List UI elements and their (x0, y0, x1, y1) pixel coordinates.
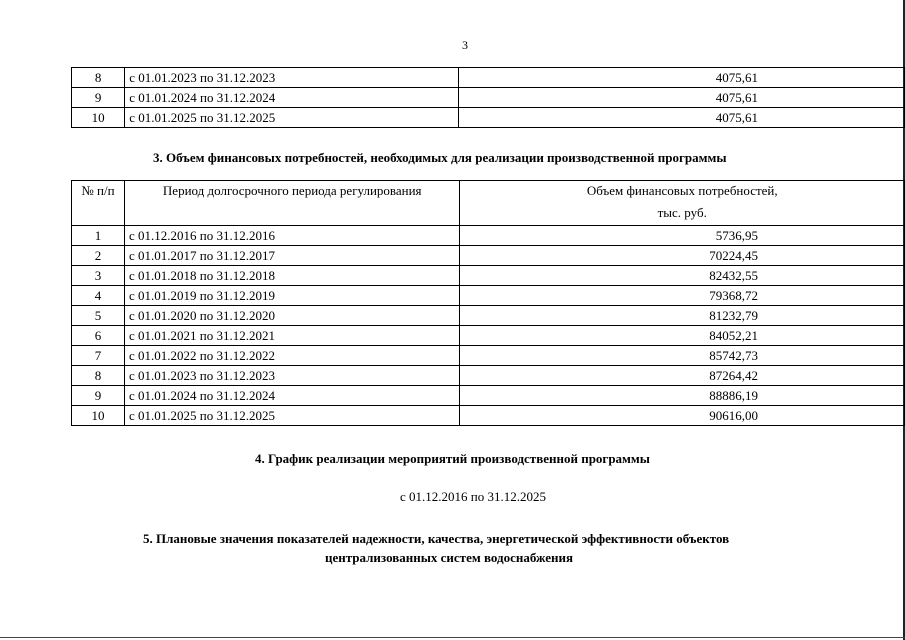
row-value: 90616,00 (460, 406, 905, 426)
table-row (72, 108, 905, 128)
row-number: 10 (72, 406, 125, 426)
row-period: с 01.01.2023 по 31.12.2023 (125, 68, 459, 88)
header-period: Период долгосрочного периода регулирования (124, 181, 459, 226)
section-5-title-line2: централизованных систем водоснабжения (325, 550, 574, 565)
table-row (72, 386, 905, 406)
continued-table (71, 67, 905, 128)
row-period: с 01.01.2022 по 31.12.2022 (124, 346, 459, 366)
row-number: 7 (72, 346, 125, 366)
row-period: с 01.01.2021 по 31.12.2021 (124, 326, 459, 346)
row-number: 1 (72, 226, 125, 246)
row-value: 79368,72 (460, 286, 905, 306)
row-period: с 01.01.2023 по 31.12.2023 (124, 366, 459, 386)
row-number: 9 (72, 88, 125, 108)
row-number: 8 (72, 68, 125, 88)
row-period: с 01.01.2017 по 31.12.2017 (124, 246, 459, 266)
row-number: 10 (72, 108, 125, 128)
row-value: 4075,61 (459, 68, 905, 88)
header-value-line2: тыс. руб. (657, 205, 707, 220)
row-period: с 01.12.2016 по 31.12.2016 (124, 226, 459, 246)
row-number: 5 (72, 306, 125, 326)
row-period: с 01.01.2025 по 31.12.2025 (124, 406, 459, 426)
section-4-title: 4. График реализации мероприятий производственной программы (255, 451, 650, 466)
row-number: 3 (72, 266, 125, 286)
section-3-title: 3. Объем финансовых потребностей, необходимых для реализации производственной программы (153, 150, 727, 165)
header-value (460, 181, 905, 226)
table-row (72, 226, 905, 246)
row-value: 87264,42 (460, 366, 905, 386)
row-number: 8 (72, 366, 125, 386)
table-row (72, 346, 905, 366)
table-row (72, 68, 905, 88)
header-value-line1: Объем финансовых потребностей, (586, 183, 778, 198)
row-number: 4 (72, 286, 125, 306)
page-number: 3 (462, 38, 468, 52)
section-4-period: с 01.12.2016 по 31.12.2025 (400, 489, 546, 504)
row-period: с 01.01.2024 по 31.12.2024 (125, 88, 459, 108)
table-row (72, 306, 905, 326)
row-period: с 01.01.2018 по 31.12.2018 (124, 266, 459, 286)
table-row (72, 406, 905, 426)
header-number: № п/п (72, 181, 125, 226)
row-value: 5736,95 (460, 226, 905, 246)
table-row (72, 326, 905, 346)
row-value: 4075,61 (459, 88, 905, 108)
row-value: 84052,21 (460, 326, 905, 346)
row-number: 6 (72, 326, 125, 346)
row-value: 88886,19 (460, 386, 905, 406)
table-row (72, 246, 905, 266)
row-number: 9 (72, 386, 125, 406)
row-period: с 01.01.2019 по 31.12.2019 (124, 286, 459, 306)
table-row (72, 88, 905, 108)
table-row (72, 286, 905, 306)
row-period: с 01.01.2025 по 31.12.2025 (125, 108, 459, 128)
table-row (72, 366, 905, 386)
table-row (72, 266, 905, 286)
table-header-row (72, 181, 905, 226)
section-5-title-line1: 5. Плановые значения показателей надежности, качества, энергетической эффективности объектов (143, 531, 730, 546)
row-period: с 01.01.2020 по 31.12.2020 (124, 306, 459, 326)
row-value: 85742,73 (460, 346, 905, 366)
row-number: 2 (72, 246, 125, 266)
row-value: 70224,45 (460, 246, 905, 266)
row-period: с 01.01.2024 по 31.12.2024 (124, 386, 459, 406)
financial-needs-table (71, 180, 905, 426)
row-value: 81232,79 (460, 306, 905, 326)
row-value: 82432,55 (460, 266, 905, 286)
row-value: 4075,61 (459, 108, 905, 128)
page-border-bottom (0, 637, 905, 638)
